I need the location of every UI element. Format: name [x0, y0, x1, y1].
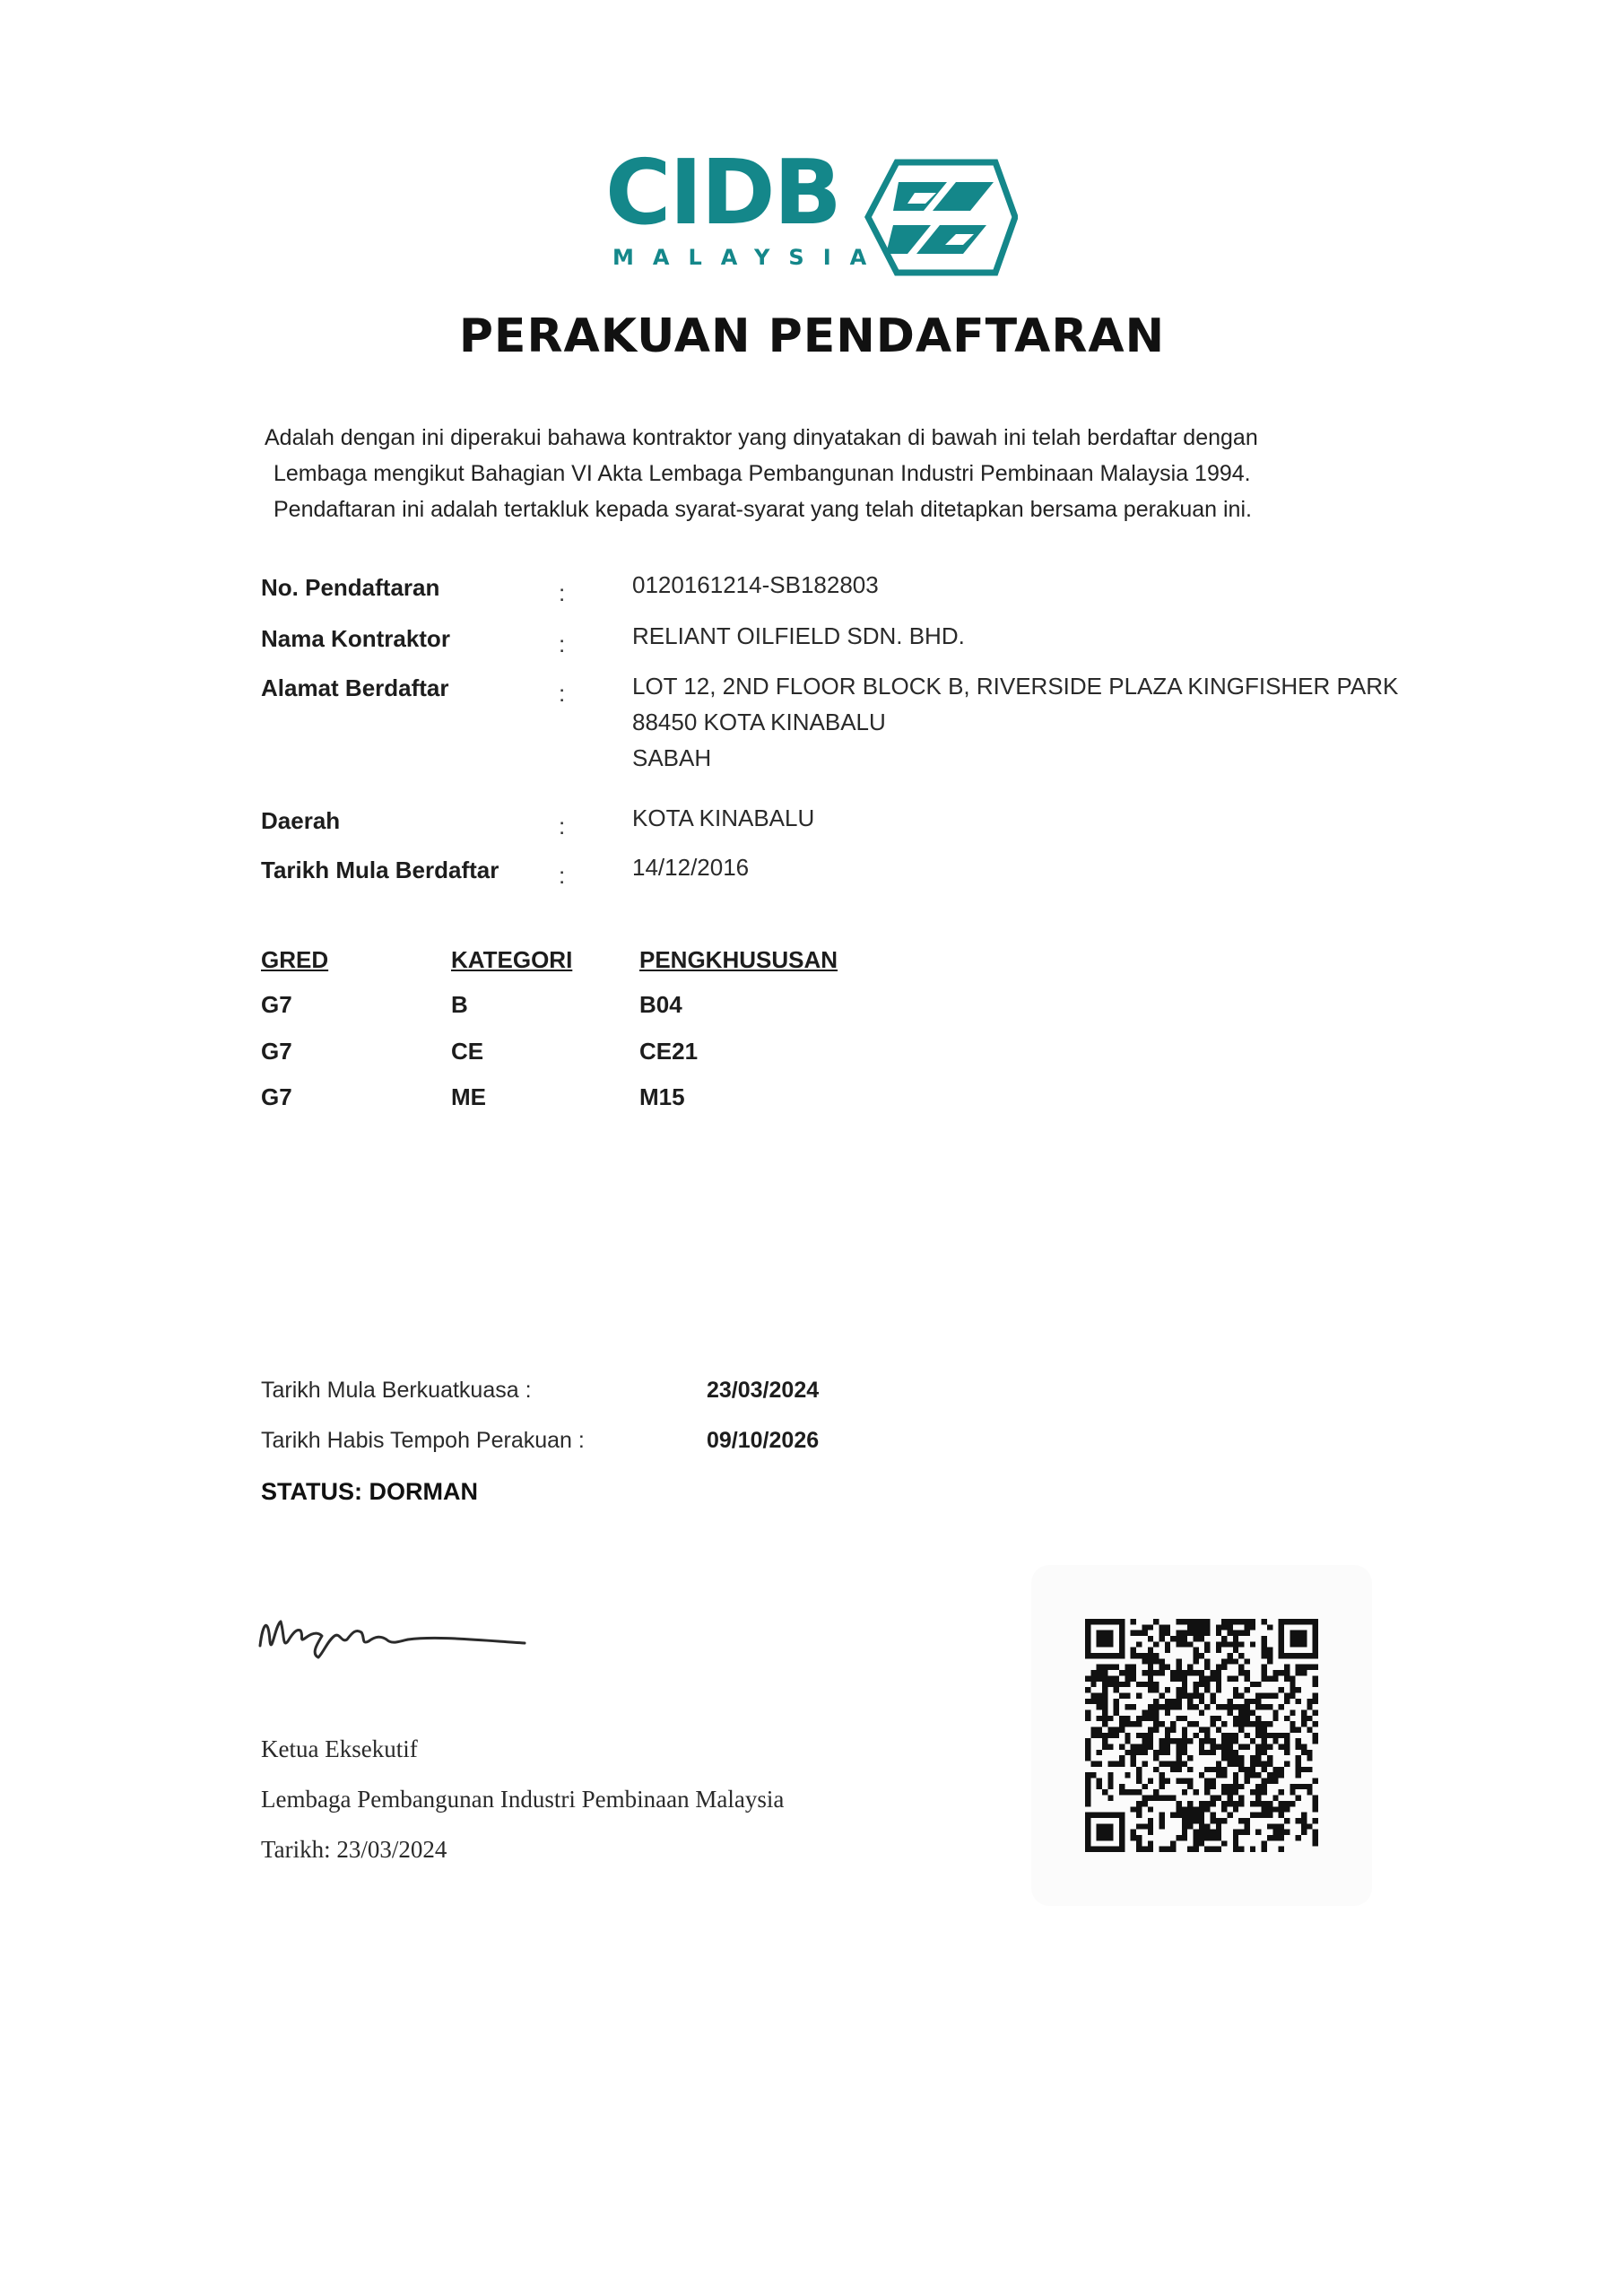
grade-header: GRED	[261, 946, 329, 973]
signature-icon	[256, 1605, 534, 1668]
start-date-value: 14/12/2016	[632, 854, 750, 881]
logo-subtext: MALAYSIA	[612, 245, 886, 270]
specialization-header: PENGKHUSUSAN	[639, 946, 838, 973]
expiry-date-value: 09/10/2026	[707, 1428, 820, 1453]
contractor-name-colon: :	[559, 631, 566, 657]
registration-no-label: No. Pendaftaran	[261, 574, 440, 601]
grade-cell: G7	[261, 1038, 292, 1065]
effective-date-label: Tarikh Mula Berkuatkuasa :	[261, 1378, 532, 1403]
start-date-colon: :	[559, 862, 566, 889]
specialization-cell: B04	[639, 991, 682, 1018]
qr-panel	[1031, 1565, 1372, 1906]
category-cell: B	[451, 991, 468, 1018]
district-colon: :	[559, 813, 566, 839]
intro-line: Pendaftaran ini adalah tertakluk kepada syarat-syarat yang telah ditetapkan bersama perakuan ini.	[274, 497, 1252, 522]
district-value: KOTA KINABALU	[632, 804, 815, 831]
signature-date: Tarikh: 23/03/2024	[261, 1836, 447, 1863]
intro-line: Lembaga mengikut Bahagian VI Akta Lembaga Pembangunan Industri Pembinaan Malaysia 1994.	[274, 461, 1251, 486]
category-cell: ME	[451, 1083, 486, 1110]
address-line: LOT 12, 2ND FLOOR BLOCK B, RIVERSIDE PLAZA KINGFISHER PARK	[632, 673, 1399, 700]
signatory-organization: Lembaga Pembangunan Industri Pembinaan Malaysia	[261, 1786, 785, 1813]
expiry-date-label: Tarikh Habis Tempoh Perakuan :	[261, 1428, 585, 1453]
start-date-label: Tarikh Mula Berdaftar	[261, 857, 499, 883]
address-line: SABAH	[632, 744, 712, 771]
address-label: Alamat Berdaftar	[261, 674, 449, 701]
intro-paragraph	[265, 420, 1412, 527]
signatory-title: Ketua Eksekutif	[261, 1735, 418, 1762]
contractor-name-label: Nama Kontraktor	[261, 625, 450, 652]
qr-code-icon	[1085, 1619, 1318, 1852]
contractor-name-value: RELIANT OILFIELD SDN. BHD.	[632, 622, 965, 649]
document-title: PERAKUAN PENDAFTARAN	[458, 309, 1166, 363]
registration-no-value: 0120161214-SB182803	[632, 571, 879, 598]
address-colon: :	[559, 680, 566, 707]
district-label: Daerah	[261, 807, 341, 834]
category-cell: CE	[451, 1038, 484, 1065]
registration-no-colon: :	[559, 579, 566, 606]
logo-text: CIDB	[605, 140, 840, 245]
grade-cell: G7	[261, 991, 292, 1018]
cidb-emblem-icon	[861, 157, 1018, 278]
specialization-cell: M15	[639, 1083, 685, 1110]
address-value	[632, 668, 1398, 776]
status-text: STATUS: DORMAN	[261, 1478, 478, 1505]
grade-cell: G7	[261, 1083, 292, 1110]
address-line: 88450 KOTA KINABALU	[632, 709, 886, 735]
cidb-logo	[605, 140, 1018, 283]
effective-date-value: 23/03/2024	[707, 1378, 820, 1403]
category-header: KATEGORI	[451, 946, 573, 973]
specialization-cell: CE21	[639, 1038, 699, 1065]
intro-line: Adalah dengan ini diperakui bahawa kontraktor yang dinyatakan di bawah ini telah berdaftar dengan	[265, 425, 1258, 450]
